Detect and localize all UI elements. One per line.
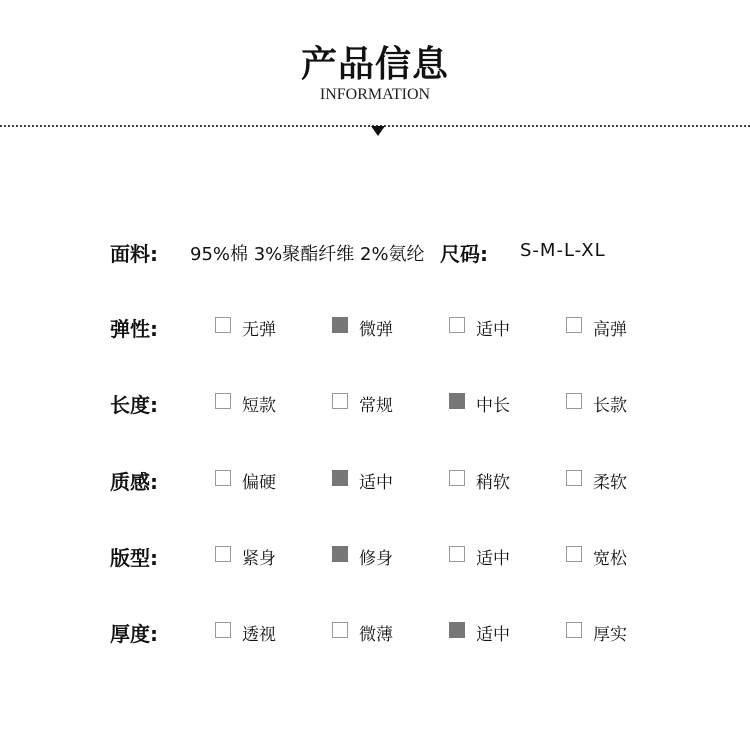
checkbox-icon: [449, 393, 465, 409]
option-label: 偏硬: [242, 473, 276, 493]
size-value: S-M-L-XL: [520, 240, 606, 261]
option-label: 长款: [593, 396, 627, 416]
checkbox-icon: [566, 470, 582, 486]
attr-label: 版型:: [110, 546, 158, 570]
attr-row-fit: [0, 534, 750, 574]
checkbox-icon: [215, 317, 231, 333]
attr-row-elasticity: [0, 305, 750, 345]
fabric-value: 95%棉 3%聚酯纤维 2%氨纶: [190, 244, 425, 265]
checkbox-icon: [332, 317, 348, 333]
option-label: 微薄: [359, 625, 393, 645]
page-subtitle: INFORMATION: [319, 86, 431, 103]
option-label: 短款: [242, 396, 276, 416]
checkbox-icon: [449, 470, 465, 486]
attr-label: 厚度:: [110, 622, 158, 646]
checkbox-icon: [566, 393, 582, 409]
attr-label: 长度:: [110, 393, 158, 417]
option-label: 稍软: [476, 473, 510, 493]
option-label: 宽松: [593, 549, 627, 569]
checkbox-icon: [566, 622, 582, 638]
option-label: 紧身: [242, 549, 276, 569]
checkbox-icon: [449, 546, 465, 562]
checkbox-icon: [215, 470, 231, 486]
option-label: 适中: [476, 625, 510, 645]
option-label: 厚实: [593, 625, 627, 645]
option-label: 透视: [242, 625, 276, 645]
attr-row-texture: [0, 458, 750, 498]
checkbox-icon: [215, 622, 231, 638]
fabric-size-row: [0, 230, 750, 270]
option-label: 常规: [359, 396, 393, 416]
checkbox-icon: [332, 470, 348, 486]
option-label: 修身: [359, 549, 393, 569]
down-arrow-icon: [371, 126, 385, 136]
checkbox-icon: [566, 317, 582, 333]
checkbox-icon: [332, 622, 348, 638]
option-label: 微弹: [359, 320, 393, 340]
option-label: 中长: [476, 396, 510, 416]
option-label: 适中: [476, 320, 510, 340]
checkbox-icon: [215, 393, 231, 409]
attr-label: 质感:: [110, 470, 158, 494]
checkbox-icon: [332, 546, 348, 562]
attr-row-thickness: [0, 610, 750, 650]
checkbox-icon: [449, 317, 465, 333]
checkbox-icon: [332, 393, 348, 409]
attr-label: 弹性:: [110, 317, 158, 341]
checkbox-icon: [215, 546, 231, 562]
option-label: 适中: [359, 473, 393, 493]
checkbox-icon: [566, 546, 582, 562]
size-label: 尺码:: [440, 242, 488, 266]
checkbox-icon: [449, 622, 465, 638]
option-label: 适中: [476, 549, 510, 569]
option-label: 柔软: [593, 473, 627, 493]
page-title: 产品信息: [300, 44, 449, 85]
option-label: 无弹: [242, 320, 276, 340]
attr-row-length: [0, 381, 750, 421]
fabric-label: 面料:: [110, 242, 158, 266]
option-label: 高弹: [593, 320, 627, 340]
